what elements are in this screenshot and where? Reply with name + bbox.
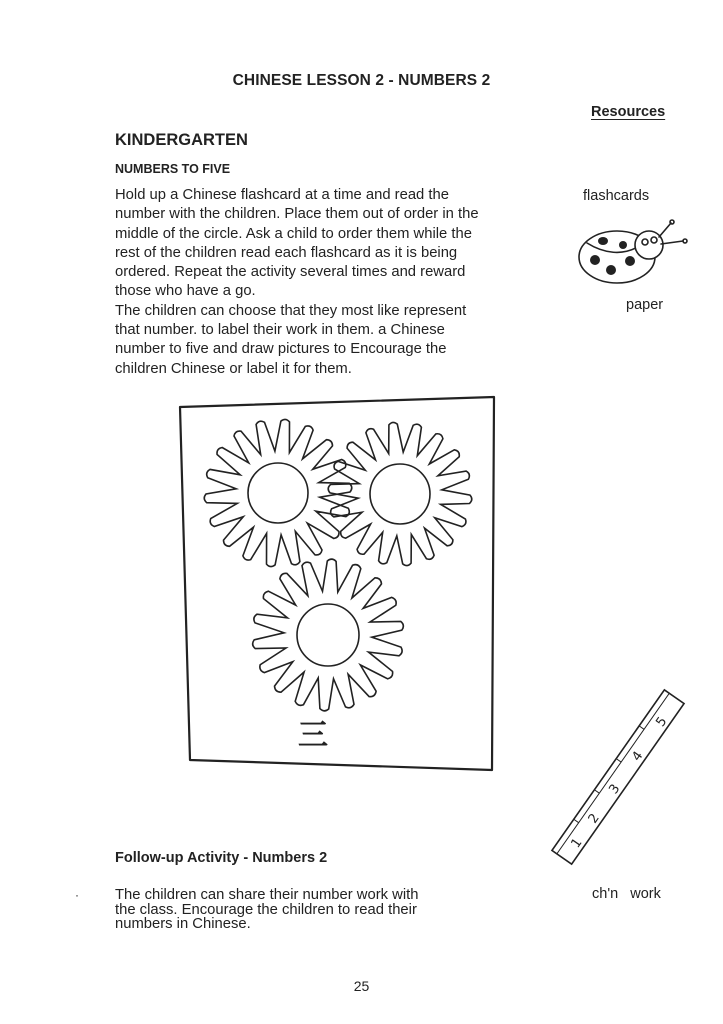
ruler-number: 2 (585, 811, 603, 827)
body-line: The children can choose that they most like represent (115, 302, 467, 319)
level-heading: KINDERGARTEN (115, 131, 248, 149)
body-line: middle of the circle. Ask a child to order them while the (115, 225, 472, 242)
body-line: ordered. Repeat the activity several times and reward (115, 264, 466, 281)
ruler-number: 1 (568, 835, 586, 852)
bullet-point: · (75, 888, 79, 902)
lesson-body (115, 186, 510, 379)
body-line: children Chinese or label it for them. (115, 360, 352, 377)
child-drawing-suns (172, 395, 502, 780)
number-ruler-illustration (548, 685, 688, 870)
ruler-number: 3 (606, 781, 624, 797)
ladybug-illustration (575, 215, 695, 295)
followup-line: The children can share their number work with (115, 887, 419, 903)
activity-subheading: NUMBERS TO FIVE (115, 162, 231, 176)
ruler-number: 5 (653, 714, 671, 730)
body-line: that number. to label their work in them. a Chinese (115, 322, 445, 339)
resource-paper: paper (626, 297, 664, 313)
body-line: number with the children. Place them out of order in the (115, 206, 479, 223)
drawing-caption: 三 (298, 718, 328, 753)
page-number: 25 (353, 978, 370, 994)
followup-heading: Follow-up Activity - Numbers 2 (115, 850, 328, 866)
resource-chinese-work: ch'n work (592, 886, 661, 902)
followup-line: the class. Encourage the children to read their (115, 901, 417, 918)
body-line: rest of the children read each flashcard as it is being (115, 244, 458, 261)
body-line: number to five and draw pictures to Encourage the (115, 341, 447, 358)
body-line: those who have a go. (115, 283, 256, 300)
page-title: CHINESE LESSON 2 - NUMBERS 2 (232, 72, 491, 89)
ruler-number: 4 (629, 748, 647, 765)
resources-heading: Resources (591, 104, 666, 120)
followup-body (115, 888, 418, 932)
body-line: Hold up a Chinese flashcard at a time and read the (115, 187, 449, 203)
resource-flashcards: flashcards (583, 188, 650, 204)
followup-line: numbers in Chinese. (115, 916, 251, 932)
